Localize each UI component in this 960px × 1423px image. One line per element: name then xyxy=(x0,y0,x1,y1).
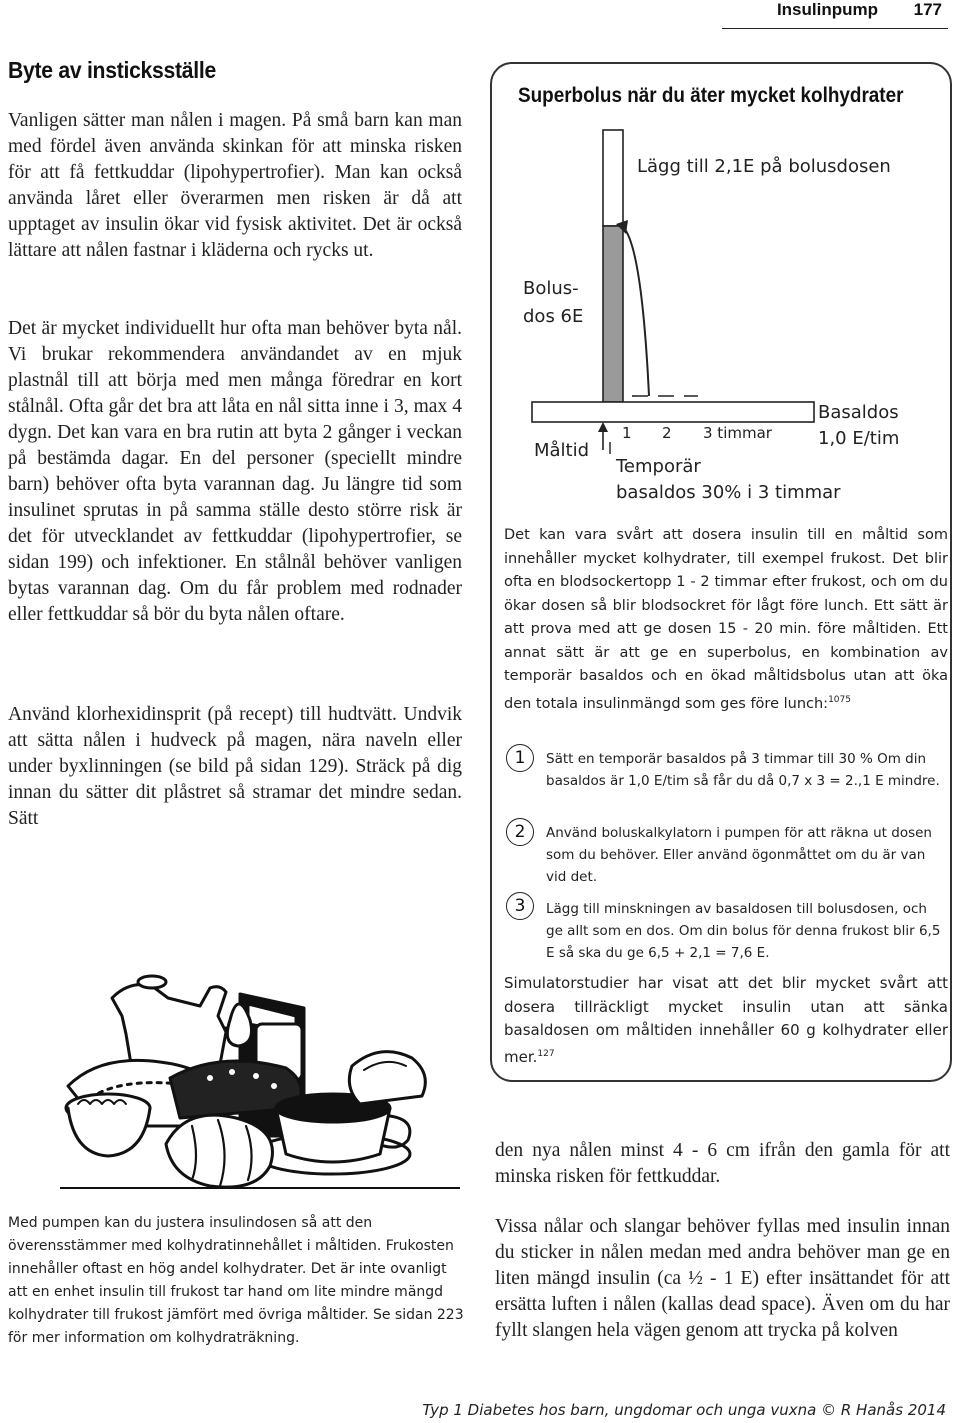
step-3-number: 3 xyxy=(506,892,534,920)
bolus-label-line-2: dos 6E xyxy=(523,306,584,327)
box-outro-text: Simulatorstudier har visat att det blir mycket svårt att dosera tillräckligt mycket insulin utan att sänka basaldosen om måltiden innehåller 60 g kolhydrater eller mer. xyxy=(504,974,948,1066)
step-2-number: 2 xyxy=(506,818,534,846)
basal-label-line-2: 1,0 E/tim xyxy=(818,428,900,449)
box-intro xyxy=(504,524,948,716)
paragraph-2-text: Det är mycket individuellt hur ofta man behöver byta nål. Vi brukar rekommendera användandet av en mjuk plastnål till att börja med men många föredrar en kort stålnål. Ofta går det bra att låta en nål sitta inne i 3, max 4 dygn. Det kan vara en bra rutin att byta 2 gånger i veckan på bestämda dagar. En del personer (speciellt mindre barn) behöver ofta byta varannan dag. Ju längre tid som insulinet sprutas in på samma ställe desto större risk är det för utvecklandet av fettkuddar (lipohypertrofier, se sidan 199) och infektioner. En stålnål behöver vanligen bytas varannan dag. Om du får problem med rodnader eller fettkuddar så bör du byta nålen oftare. xyxy=(8,318,462,625)
box-intro-ref: 1075 xyxy=(828,694,851,705)
right-paragraph-1-text: den nya nålen minst 4 - 6 cm ifrån den gamla för att minska risken för fettkuddar. xyxy=(495,1140,950,1187)
hour-1-label: 1 xyxy=(622,424,632,442)
step-1-text: Sätt en temporär basaldos på 3 timmar till 30 % Om din basaldos är 1,0 E/tim så får du då 0,7 x 3 = 2.,1 E mindre. xyxy=(546,751,940,789)
hour-3-label: 3 timmar xyxy=(703,424,772,442)
image-caption: Med pumpen kan du justera insulindosen så att den överensstämmer med kolhydratinnehållet i måltiden. Frukosten innehåller oftast en hög andel kolhydrater. Det är inte ovanligt att en enhet insulin till frukost tar hand om lite mindre mängd kolhydrater till frukost jämfört med övriga måltider. Se sidan 223 för mer information om kolhydraträkning. xyxy=(8,1215,464,1346)
page-footer: Typ 1 Diabetes hos barn, ungdomar och unga vuxna © R Hanås 2014 xyxy=(422,1401,946,1419)
hour-2-label: 2 xyxy=(662,424,672,442)
step-3-text: Lägg till minskningen av basaldosen till bolusdosen, och ge allt som en dos. Om din bolus för denna frukost blir 6,5 E så ska du ge 6,5 + 2,1 = 7,6 E. xyxy=(546,901,941,961)
running-header-title: Insulinpump xyxy=(776,0,878,19)
box-intro-text: Det kan vara svårt att dosera insulin till en måltid som innehåller mycket kolhydrater, till exempel frukost. Det blir ofta en blodsockertopp 1 - 2 timmar efter frukost, och om du ökar dosen så blir blodsockret för lågt före lunch. Ett sätt är att prova med att ge dosen 15 - 20 min. före måltiden. Ett annat sätt är att ge en superbolus, en kombination av temporär basaldos och en ökad måltidsbolus utan att öka den totala insulinmängd som ges före lunch: xyxy=(504,527,948,712)
section-heading: Byte av insticksställe xyxy=(8,57,217,83)
basal-label-line-1: Basaldos xyxy=(818,402,899,423)
bolus-label-line-1: Bolus- xyxy=(523,278,579,299)
box-outro-ref: 127 xyxy=(537,1048,555,1059)
paragraph-3-text: Använd klorhexidinsprit (på recept) till hudtvätt. Undvik att sätta nålen i hudveck på magen, nära naveln eller under byxlinningen (se bild på sidan 129). Sträck på dig innan du sätter dit plåstret så stramar det mindre sedan. Sätt xyxy=(8,704,462,829)
curved-arrow-icon xyxy=(624,228,649,396)
paragraph-1 xyxy=(8,108,462,264)
added-bolus-bar xyxy=(603,130,623,226)
add-bolus-label: Lägg till 2,1E på bolusdosen xyxy=(637,156,891,177)
paragraph-1-text: Vanligen sätter man nålen i magen. På små barn kan man med fördel även använda skinkan för att minska risken för att få fettkuddar (lipohypertrofier). Man kan också använda låret eller överarmen men risken är då att upptaget av insulin ökar vid fysisk aktivitet. Det är också lättare att nålen fastnar i kläderna och rycks ut. xyxy=(8,110,462,261)
arrow-up-icon xyxy=(598,422,608,432)
temp-basal-label-line-2: basaldos 30% i 3 timmar xyxy=(616,482,841,503)
paragraph-3 xyxy=(8,702,462,832)
right-paragraph-1 xyxy=(495,1138,950,1190)
right-paragraph-2 xyxy=(495,1214,950,1344)
right-paragraph-2-text: Vissa nålar och slangar behöver fyllas med insulin innan du sticker in nålen medan med andra behöver man ge en liten mängd insulin (ca ½ - 1 E) efter insättandet för att ersätta luften i nålen (kallas dead space). Även om du har fyllt slangen hela vägen genom att trycka på kolven xyxy=(495,1216,950,1341)
paragraph-2 xyxy=(8,316,462,628)
step-1-number: 1 xyxy=(506,744,534,772)
box-outro xyxy=(504,972,948,1069)
breakfast-illustration xyxy=(60,958,460,1198)
basal-bar xyxy=(532,402,814,422)
step-2-text: Använd boluskalkylatorn i pumpen för att räkna ut dosen som du behöver. Eller använd ögonmåttet om du är van vid det. xyxy=(546,825,932,885)
temp-basal-label-line-1: Temporär xyxy=(616,456,701,477)
bolus-bar xyxy=(603,226,623,402)
page-number: 177 xyxy=(913,0,942,19)
meal-label: Måltid xyxy=(534,440,590,461)
box-title: Superbolus när du äter mycket kolhydrater xyxy=(518,84,904,107)
header-rule xyxy=(722,28,948,29)
